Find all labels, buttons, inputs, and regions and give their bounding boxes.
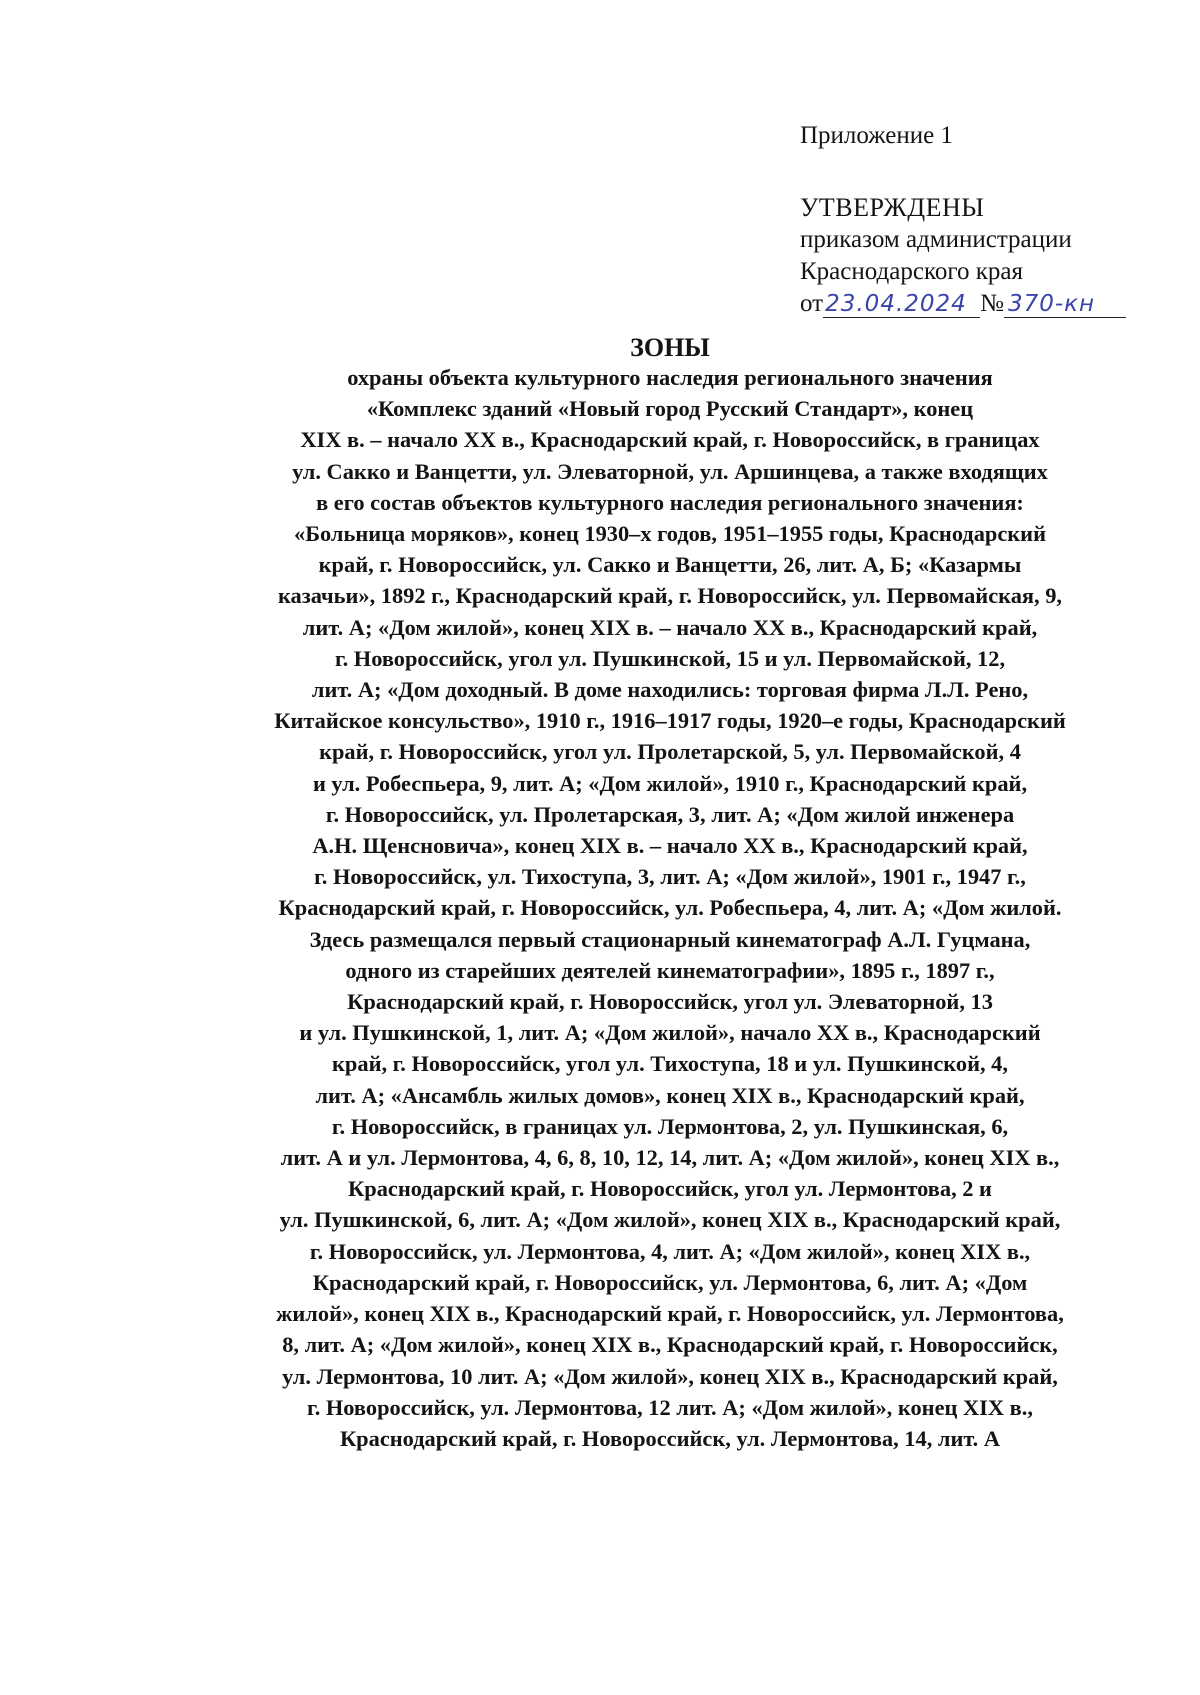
body-line: г. Новороссийск, ул. Лермонтова, 12 лит. А; «Дом жилой», конец XIX в., [307,1394,1033,1420]
body-line: ул. Пушкинской, 6, лит. А; «Дом жилой», конец XIX в., Краснодарский край, [279,1207,1061,1233]
body-line: А.Н. Щенсновича», конец XIX в. – начало XX в., Краснодарский край, [312,833,1028,859]
body-line: «Больница моряков», конец 1930–х годов, 1951–1955 годы, Краснодарский [294,521,1046,547]
document-body [150,362,1190,1454]
body-line: лит. А; «Ансамбль жилых домов», конец XIX в., Краснодарский край, [315,1082,1025,1108]
body-line: ул. Лермонтова, 10 лит. А; «Дом жилой», конец XIX в., Краснодарский край, [282,1363,1058,1389]
body-line: Краснодарский край, г. Новороссийск, угол ул. Лермонтова, 2 и [348,1176,992,1202]
body-line: край, г. Новороссийск, угол ул. Тихоступа, 18 и ул. Пушкинской, 4, [332,1051,1008,1077]
body-line: г. Новороссийск, угол ул. Пушкинской, 15 и ул. Первомайской, 12, [334,645,1006,671]
date-prefix: от [800,290,824,317]
body-line: охраны объекта культурного наследия регионального значения [347,365,993,390]
number-fill-line [1004,291,1126,318]
body-line: Краснодарский край, г. Новороссийск, ул. Лермонтова, 6, лит. А; «Дом [312,1269,1028,1295]
body-line: жилой», конец XIX в., Краснодарский край, г. Новороссийск, ул. Лермонтова, [276,1301,1064,1327]
body-line: ул. Сакко и Ванцетти, ул. Элеваторной, ул. Аршинцева, а также входящих [292,458,1048,484]
number-prefix: № [980,290,1004,317]
handwritten-number: 370-кн [1007,291,1096,317]
body-line: «Комплекс зданий «Новый город Русский Стандарт», конец [366,396,974,422]
body-line: Здесь размещался первый стационарный кинематограф А.Л. Гуцмана, [309,926,1031,952]
body-line: г. Новороссийск, ул. Лермонтова, 4, лит. А; «Дом жилой», конец XIX в., [309,1238,1031,1264]
body-line: край, г. Новороссийск, угол ул. Пролетарской, 5, ул. Первомайской, 4 [319,739,1021,765]
body-line: лит. А и ул. Лермонтова, 4, 6, 8, 10, 12, 14, лит. А; «Дом жилой», конец XIX в., [280,1145,1060,1171]
body-line: г. Новороссийск, ул. Пролетарская, 3, лит. А; «Дом жилой инженера [325,801,1015,827]
body-line: одного из старейших деятелей кинематографии», 1895 г., 1897 г., [345,957,995,983]
document-title: ЗОНЫ [630,333,710,362]
body-line: и ул. Пушкинской, 1, лит. А; «Дом жилой», начало XX в., Краснодарский [299,1020,1041,1046]
body-line: казачьи», 1892 г., Краснодарский край, г. Новороссийск, ул. Первомайская, 9, [277,583,1063,609]
body-line: г. Новороссийск, в границах ул. Лермонтова, 2, ул. Пушкинская, 6, [331,1113,1009,1139]
body-line: 8, лит. А; «Дом жилой», конец XIX в., Краснодарский край, г. Новороссийск, [282,1332,1058,1358]
body-line: Краснодарский край, г. Новороссийск, ул. Лермонтова, 14, лит. А [339,1425,1001,1451]
approved-heading: УТВЕРЖДЕНЫ [800,193,985,222]
approver-line-1: приказом администрации [800,226,1072,253]
body-line: XIX в. – начало XX в., Краснодарский край, г. Новороссийск, в границах [300,427,1040,453]
body-line: Китайское консульство», 1910 г., 1916–1917 годы, 1920–е годы, Краснодарский [274,708,1066,734]
body-line: лит. А; «Дом доходный. В доме находились: торговая фирма Л.Л. Рено, [311,677,1029,703]
appendix-label: Приложение 1 [800,122,953,149]
body-line: в его состав объектов культурного наследия регионального значения: [316,489,1024,515]
body-line: край, г. Новороссийск, ул. Сакко и Ванцетти, 26, лит. А, Б; «Казармы [318,552,1022,578]
body-line: Краснодарский край, г. Новороссийск, ул. Робеспьера, 4, лит. А; «Дом жилой. [278,895,1062,921]
order-date-number-row [800,288,1126,320]
body-line: Краснодарский край, г. Новороссийск, угол ул. Элеваторной, 13 [347,989,993,1015]
date-fill-line [823,291,980,318]
body-line: лит. А; «Дом жилой», конец XIX в. – начало XX в., Краснодарский край, [302,614,1038,640]
body-line: г. Новороссийск, ул. Тихоступа, 3, лит. А; «Дом жилой», 1901 г., 1947 г., [314,864,1026,890]
approver-line-2: Краснодарского края [800,258,1023,285]
body-line: и ул. Робеспьера, 9, лит. А; «Дом жилой», 1910 г., Краснодарский край, [312,770,1028,796]
handwritten-date: 23.04.2024 [825,291,967,317]
approval-block [800,192,1126,320]
